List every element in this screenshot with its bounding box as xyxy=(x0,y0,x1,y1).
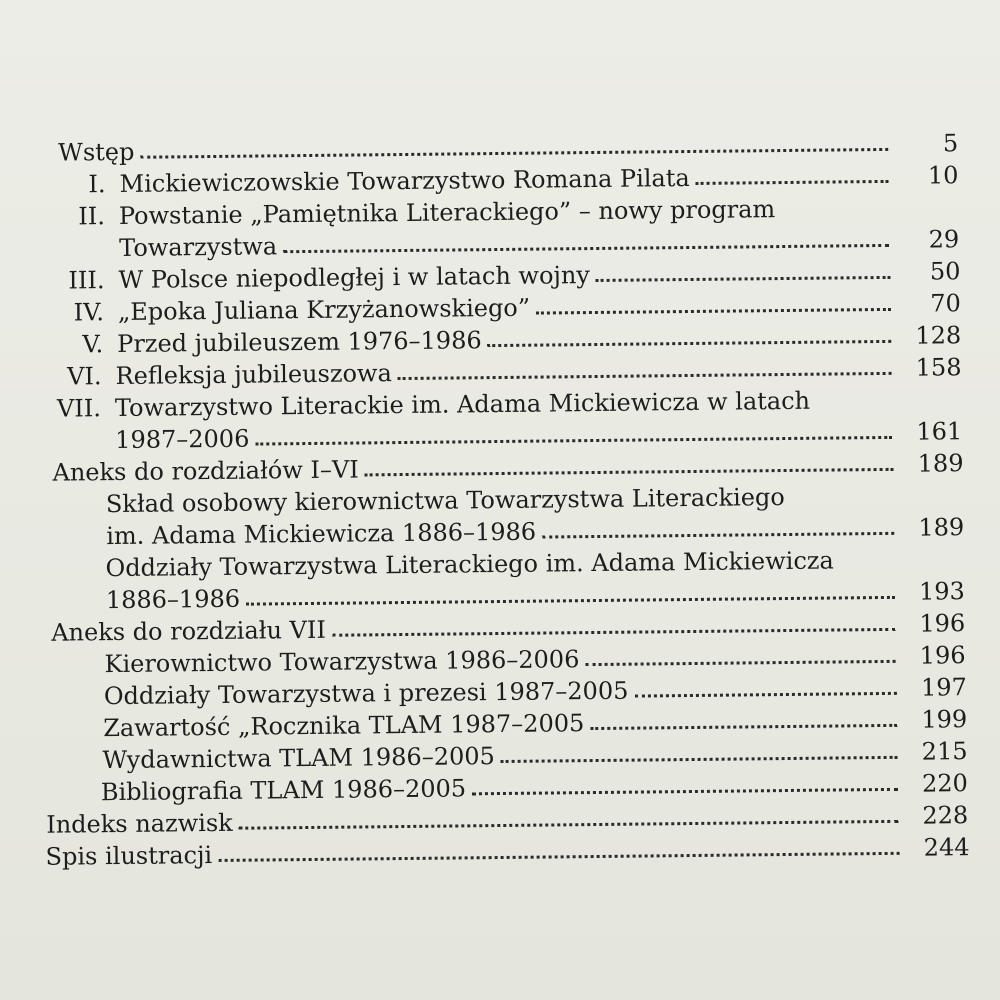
chapter-number: IV. xyxy=(73,298,105,327)
page-number: 220 xyxy=(921,769,969,798)
page-number: 197 xyxy=(920,673,968,702)
entry-title: Refleksja jubileuszowa xyxy=(115,359,392,391)
entry-title: Indeks nazwisk xyxy=(46,808,233,839)
dot-leader xyxy=(255,436,892,446)
entry-title: „Epoka Juliana Krzyżanowskiego” xyxy=(117,293,531,326)
chapter-number: VI. xyxy=(66,362,102,391)
page-number: 161 xyxy=(916,417,963,446)
dot-leader xyxy=(246,596,895,606)
dot-leader xyxy=(536,308,891,315)
page-number: 189 xyxy=(918,513,965,542)
entry-title-line: Oddziały Towarzystwa Literackiego im. Adama Mickiewicza xyxy=(105,546,834,583)
dot-leader xyxy=(596,276,891,282)
dot-leader xyxy=(634,692,896,698)
entry-title-line: Towarzystwa xyxy=(119,232,278,262)
dot-leader xyxy=(218,852,899,862)
page-number: 5 xyxy=(942,129,959,158)
page-number: 244 xyxy=(923,833,970,862)
dot-leader xyxy=(696,180,889,185)
page-number: 196 xyxy=(919,641,966,670)
toc-entry xyxy=(1,383,963,457)
dot-leader xyxy=(585,660,895,666)
dot-leader xyxy=(283,244,889,253)
chapter-number: II. xyxy=(78,202,106,231)
entry-title: Wydawnictwa TLAM 1986–2005 xyxy=(102,742,495,775)
entry-title: Oddziały Towarzystwa i prezesi 1987–2005 xyxy=(103,676,629,711)
page-number: 128 xyxy=(915,321,962,350)
entry-title-line: 1987–2006 xyxy=(115,424,250,455)
page-number: 50 xyxy=(929,257,961,286)
entry-title: Mickiewiczowskie Towarzystwo Romana Pilata xyxy=(119,163,690,198)
dot-leader xyxy=(332,628,895,637)
entry-title-line: im. Adama Mickiewicza 1886–1986 xyxy=(106,517,537,551)
entry-title-line: Skład osobowy kierownictwa Towarzystwa Literackiego xyxy=(105,483,785,519)
entry-title: Bibliografia TLAM 1986–2005 xyxy=(100,774,467,807)
dot-leader xyxy=(488,340,892,347)
dot-leader xyxy=(501,756,898,763)
entry-title: Spis ilustracji xyxy=(45,841,213,871)
entry-title: Wstęp xyxy=(58,137,135,167)
entry-title-line: Powstanie „Pamiętnika Literackiego” – nowy program xyxy=(118,195,776,230)
dot-leader xyxy=(472,788,898,795)
table-of-contents xyxy=(0,127,1000,897)
toc-entry xyxy=(0,543,965,617)
dot-leader xyxy=(590,724,897,730)
page-number: 10 xyxy=(927,161,959,190)
page-number: 228 xyxy=(922,801,969,830)
entry-title: Zawartość „Rocznika TLAM 1987–2005 xyxy=(103,709,585,743)
dot-leader xyxy=(239,820,899,830)
entry-title: Kierownictwo Towarzystwa 1986–2006 xyxy=(104,645,580,679)
page-number: 196 xyxy=(919,609,966,638)
toc-entry xyxy=(0,479,964,553)
chapter-number: V. xyxy=(82,330,104,359)
page-number: 193 xyxy=(918,577,966,606)
chapter-number: VII. xyxy=(56,394,102,423)
page-number: 199 xyxy=(921,705,968,734)
entry-title: Przed jubileuszem 1976–1986 xyxy=(117,326,482,358)
dot-leader xyxy=(398,372,892,380)
chapter-number: III. xyxy=(68,266,105,295)
entry-title: Aneks do rozdziałów I–VI xyxy=(52,455,359,487)
entry-title: W Polsce niepodległej i w latach wojny xyxy=(118,261,591,294)
page-number: 70 xyxy=(930,289,961,318)
dot-leader xyxy=(140,148,888,159)
page-number: 158 xyxy=(915,353,962,382)
page-number: 189 xyxy=(917,449,964,478)
toc-entry xyxy=(5,191,960,265)
entry-title-line: Towarzystwo Literackie im. Adama Mickiewicza w latach xyxy=(114,386,811,423)
page-number: 215 xyxy=(921,737,968,766)
page-number: 29 xyxy=(928,225,960,254)
chapter-number: I. xyxy=(88,170,106,199)
dot-leader xyxy=(365,468,894,477)
entry-title: Aneks do rozdziału VII xyxy=(51,615,327,647)
dot-leader xyxy=(542,532,894,539)
entry-title-line: 1886–1986 xyxy=(105,584,241,615)
